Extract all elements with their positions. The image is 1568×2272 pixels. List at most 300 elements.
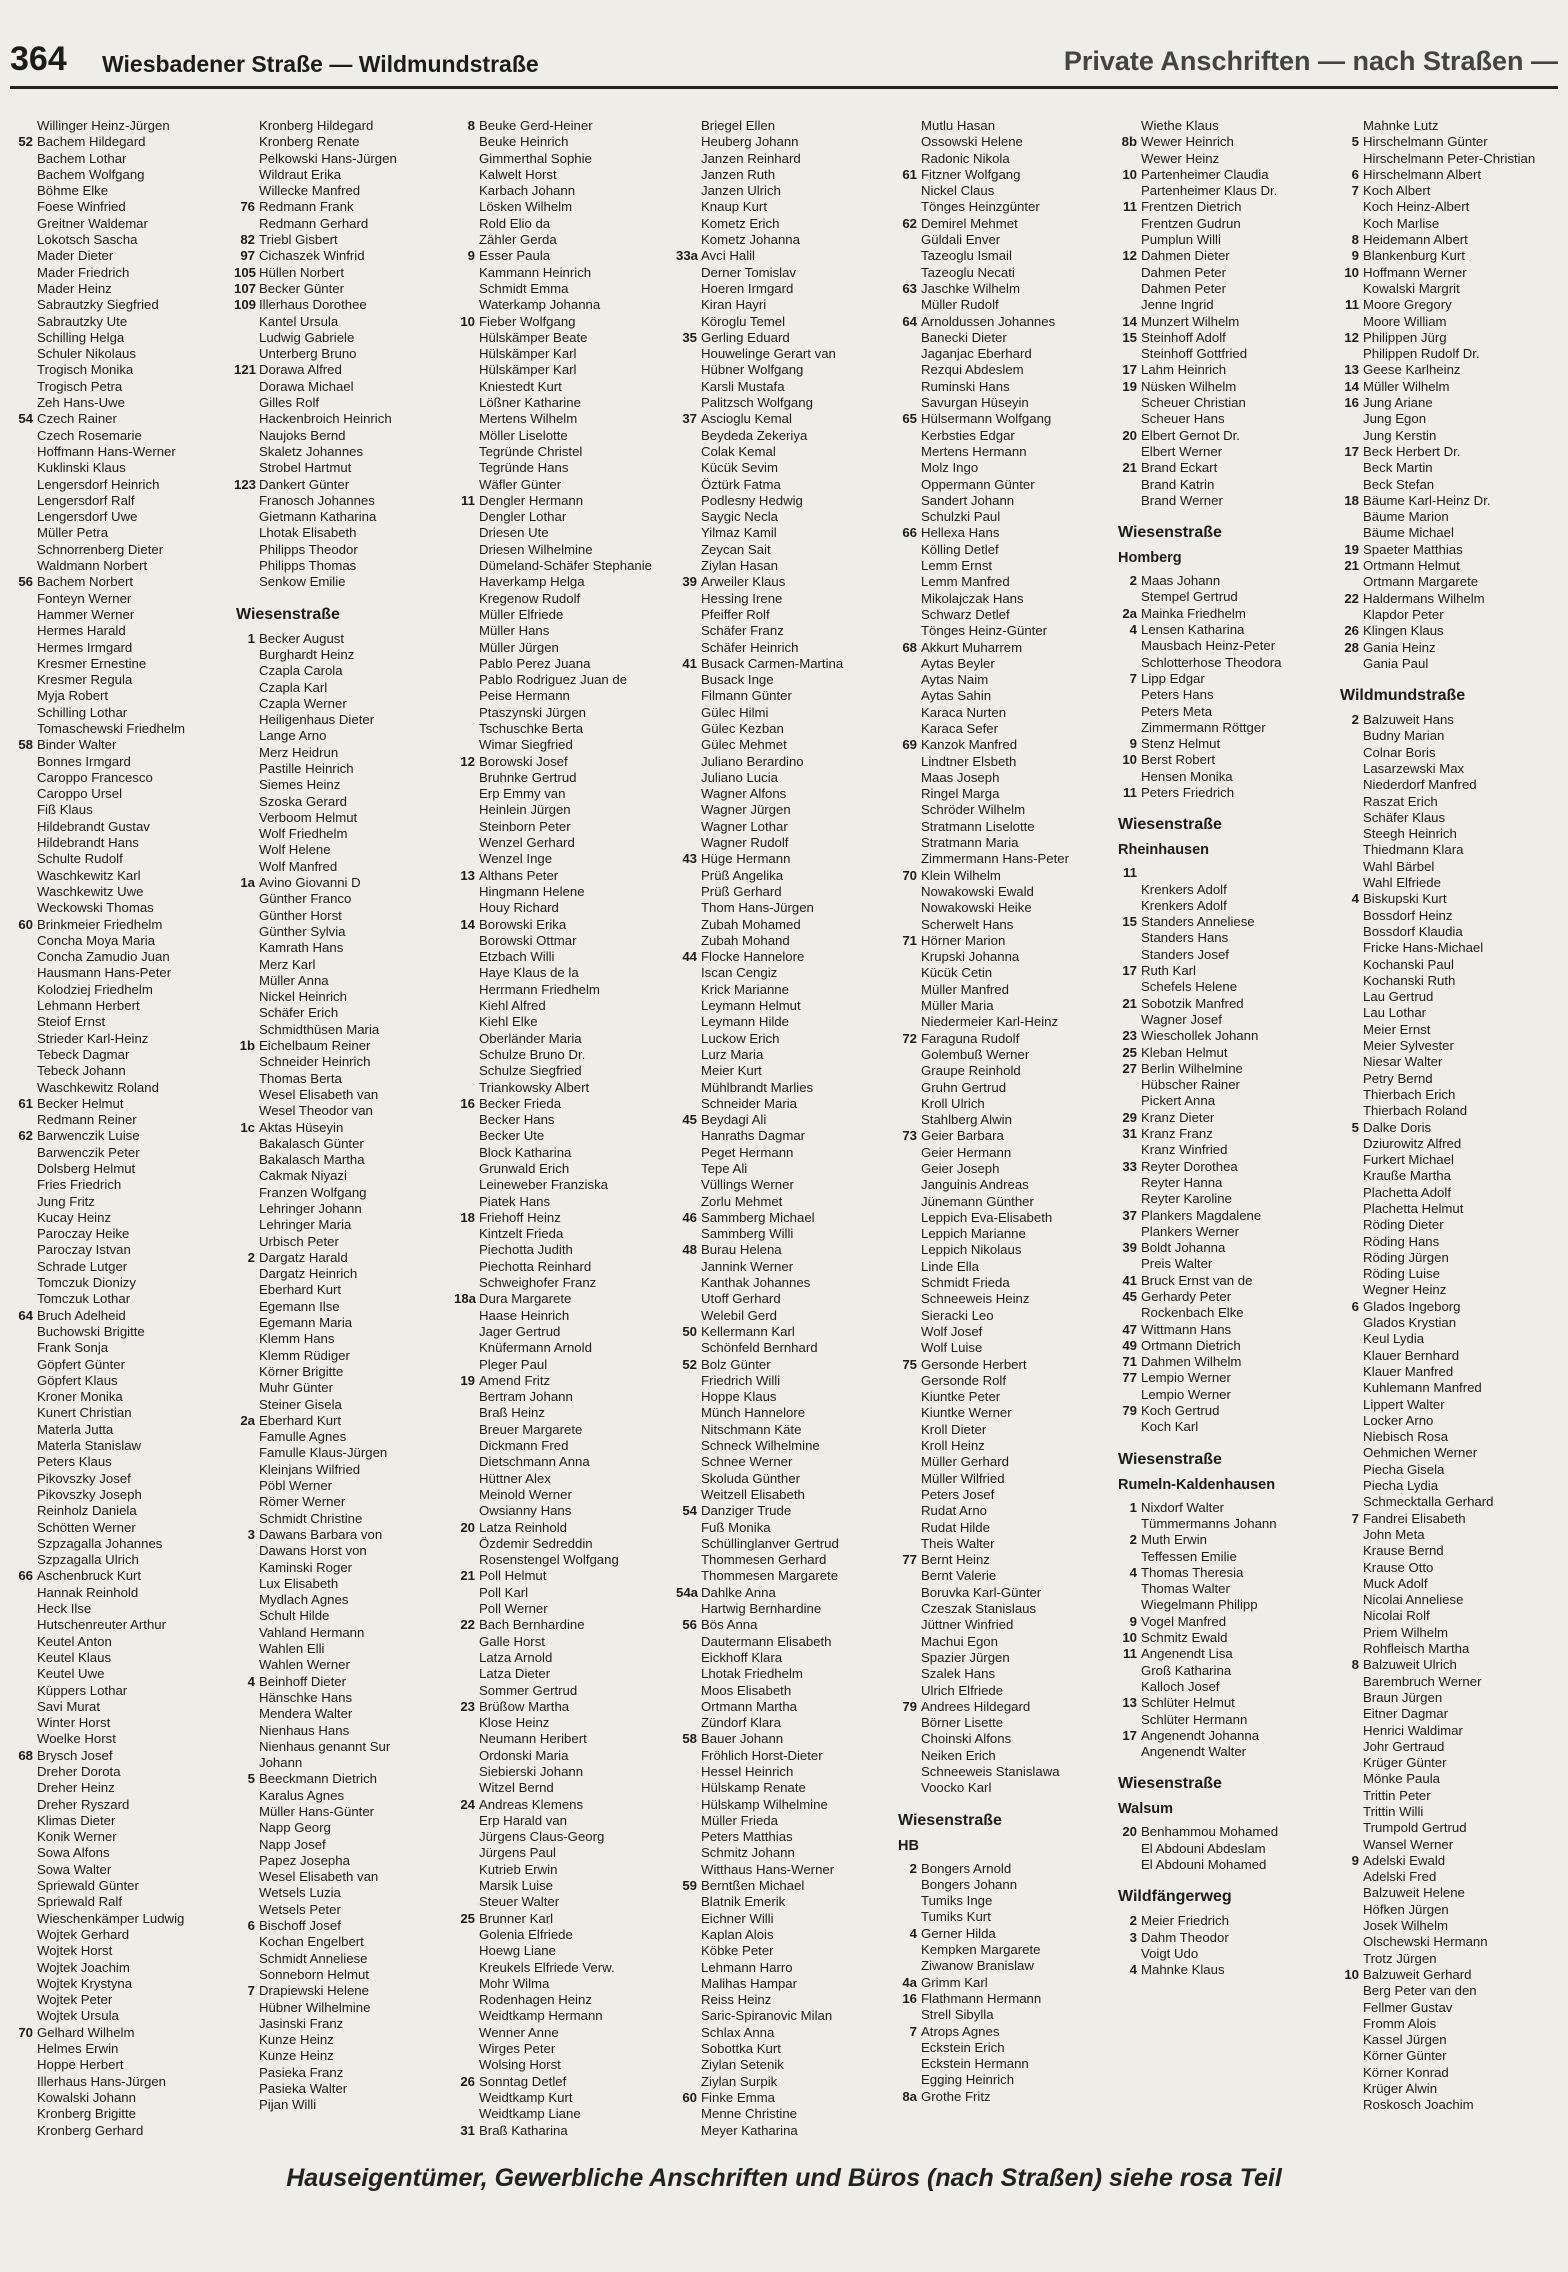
resident-name: Mohr Wilma bbox=[479, 1975, 550, 1991]
resident-name: Partenheimer Claudia bbox=[1141, 166, 1269, 182]
directory-entry bbox=[1116, 898, 1334, 914]
directory-entry bbox=[12, 1536, 230, 1552]
resident-name: Tönges Heinz-Günter bbox=[921, 623, 1048, 639]
resident-name: Kiran Hayri bbox=[701, 297, 767, 313]
resident-name: Thommesen Margarete bbox=[701, 1568, 839, 1584]
directory-entry bbox=[1338, 1674, 1556, 1690]
resident-name: Elbert Gernot Dr. bbox=[1141, 427, 1240, 443]
house-number: 14 bbox=[460, 916, 475, 932]
directory-entry bbox=[234, 1478, 452, 1494]
resident-name: Andreas Klemens bbox=[479, 1796, 584, 1812]
house-number: 26 bbox=[460, 2073, 475, 2089]
directory-entry bbox=[676, 525, 894, 541]
resident-name: Schilling Lothar bbox=[37, 704, 128, 720]
house-number: 59 bbox=[682, 1878, 697, 1894]
directory-entry bbox=[12, 965, 230, 981]
directory-entry bbox=[1116, 362, 1334, 378]
resident-name: Bach Bernhardine bbox=[479, 1617, 585, 1633]
resident-name: Demirel Mehmet bbox=[921, 215, 1018, 231]
directory-entry bbox=[676, 444, 894, 460]
house-number: 7 bbox=[1351, 1510, 1359, 1526]
house-number: 23 bbox=[460, 1698, 475, 1714]
resident-name: Nixdorf Walter bbox=[1141, 1499, 1225, 1515]
resident-name: Lengersdorf Ralf bbox=[37, 492, 135, 508]
directory-entry bbox=[1338, 1820, 1556, 1836]
resident-name: Arnoldussen Johannes bbox=[921, 313, 1056, 329]
directory-entry bbox=[896, 1731, 1114, 1747]
directory-entry bbox=[896, 411, 1114, 427]
resident-name: Boldt Johanna bbox=[1141, 1240, 1226, 1256]
directory-entry bbox=[234, 696, 452, 712]
house-number: 71 bbox=[902, 932, 917, 948]
directory-entry bbox=[234, 1185, 452, 1201]
resident-name: Bongers Arnold bbox=[921, 1860, 1012, 1876]
resident-name: Barwenczik Peter bbox=[37, 1144, 140, 1160]
resident-name: Jaschke Wilhelm bbox=[921, 280, 1020, 296]
directory-entry bbox=[1116, 930, 1334, 946]
directory-entry bbox=[234, 1511, 452, 1527]
directory-entry bbox=[12, 1943, 230, 1959]
directory-entry bbox=[454, 558, 672, 574]
resident-name: Wagner Josef bbox=[1141, 1011, 1222, 1027]
directory-entry bbox=[896, 118, 1114, 134]
house-number: 5 bbox=[247, 1771, 255, 1787]
directory-entry bbox=[1338, 908, 1556, 924]
resident-name: Waschkewitz Uwe bbox=[37, 883, 144, 899]
resident-name: Hammer Werner bbox=[37, 606, 135, 622]
directory-entry bbox=[676, 1389, 894, 1405]
resident-name: Steuer Walter bbox=[479, 1894, 560, 1910]
resident-name: Mader Heinz bbox=[37, 280, 112, 296]
resident-name: Mader Friedrich bbox=[37, 264, 130, 280]
directory-entry bbox=[676, 1014, 894, 1030]
house-number: 3 bbox=[1129, 1929, 1137, 1945]
directory-entry bbox=[1116, 265, 1334, 281]
house-number: 2 bbox=[909, 1860, 917, 1876]
resident-name: Bachem Wolfgang bbox=[37, 166, 145, 182]
directory-entry bbox=[1338, 924, 1556, 940]
resident-name: Nienhaus Hans bbox=[259, 1722, 350, 1738]
directory-entry bbox=[234, 663, 452, 679]
resident-name: Iscan Cengiz bbox=[701, 965, 778, 981]
directory-entry bbox=[896, 1764, 1114, 1780]
house-number: 16 bbox=[902, 1990, 917, 2006]
resident-name: Hirschelmann Günter bbox=[1363, 134, 1488, 150]
resident-name: Kroll Ulrich bbox=[921, 1095, 985, 1111]
house-number: 8 bbox=[467, 118, 475, 133]
resident-name: Frentzen Dietrich bbox=[1141, 199, 1242, 215]
directory-entry bbox=[454, 574, 672, 590]
directory-entry bbox=[896, 1259, 1114, 1275]
resident-name: Dawans Horst von bbox=[259, 1543, 367, 1559]
resident-name: Prüß Gerhard bbox=[701, 883, 782, 899]
directory-entry bbox=[234, 826, 452, 842]
resident-name: Leymann Hilde bbox=[701, 1014, 789, 1030]
house-number: 1 bbox=[1129, 1499, 1137, 1515]
directory-entry bbox=[1338, 1560, 1556, 1576]
resident-name: Saygic Necla bbox=[701, 509, 778, 525]
resident-name: Finke Emma bbox=[701, 2089, 776, 2105]
directory-entry bbox=[454, 525, 672, 541]
directory-entry bbox=[12, 1634, 230, 1650]
directory-entry bbox=[12, 1927, 230, 1943]
resident-name: Sonntag Detlef bbox=[479, 2073, 567, 2089]
resident-name: Latza Reinhold bbox=[479, 1519, 567, 1535]
resident-name: Jürgens Paul bbox=[479, 1845, 556, 1861]
directory-entry bbox=[12, 395, 230, 411]
directory-entry bbox=[896, 998, 1114, 1014]
resident-name: Sandert Johann bbox=[921, 492, 1015, 508]
resident-name: Thomas Walter bbox=[1141, 1581, 1230, 1597]
directory-entry bbox=[234, 680, 452, 696]
house-number: 109 bbox=[234, 297, 257, 313]
house-number: 72 bbox=[902, 1030, 917, 1046]
resident-name: Dietschmann Anna bbox=[479, 1454, 590, 1470]
resident-name: Keutel Klaus bbox=[37, 1649, 112, 1665]
resident-name: Lößner Katharine bbox=[479, 395, 581, 411]
resident-name: Krenkers Adolf bbox=[1141, 897, 1227, 913]
directory-entry bbox=[896, 509, 1114, 525]
directory-entry bbox=[12, 1047, 230, 1063]
resident-name: Jürgens Claus-Georg bbox=[479, 1829, 605, 1845]
directory-entry bbox=[1338, 542, 1556, 558]
resident-name: Kutrieb Erwin bbox=[479, 1861, 558, 1877]
directory-entry bbox=[1338, 265, 1556, 281]
directory-entry bbox=[234, 989, 452, 1005]
house-number: 11 bbox=[461, 492, 475, 508]
resident-name: Colnar Boris bbox=[1363, 744, 1436, 760]
resident-name: Knaup Kurt bbox=[701, 199, 767, 215]
house-number: 10 bbox=[1122, 1630, 1137, 1646]
resident-name: Pijan Willi bbox=[259, 2097, 317, 2113]
page-number: 364 bbox=[10, 40, 67, 78]
house-number: 9 bbox=[1129, 1613, 1137, 1629]
directory-entry bbox=[454, 1911, 672, 1927]
resident-name: Dickmann Fred bbox=[479, 1438, 569, 1454]
directory-entry bbox=[234, 1331, 452, 1347]
directory-entry bbox=[454, 1845, 672, 1861]
house-number: 6 bbox=[247, 1918, 255, 1934]
resident-name: Günther Franco bbox=[259, 891, 352, 907]
directory-entry bbox=[12, 216, 230, 232]
house-number: 41 bbox=[1122, 1272, 1137, 1288]
resident-name: Balzuweit Helene bbox=[1363, 1885, 1465, 1901]
resident-name: Bäume Karl-Heinz Dr. bbox=[1363, 492, 1491, 508]
directory-entry bbox=[1116, 1322, 1334, 1338]
directory-entry bbox=[896, 640, 1114, 656]
resident-name: Scherwelt Hans bbox=[921, 916, 1014, 932]
resident-name: Derner Tomislav bbox=[701, 264, 797, 280]
directory-entry bbox=[1116, 963, 1334, 979]
resident-name: Hoewg Liane bbox=[479, 1943, 556, 1959]
directory-entry bbox=[12, 835, 230, 851]
resident-name: Koch Karl bbox=[1141, 1419, 1199, 1435]
directory-entry bbox=[1116, 281, 1334, 297]
directory-column-4 bbox=[676, 118, 894, 2139]
resident-name: Flathmann Hermann bbox=[921, 1990, 1042, 2006]
resident-name: Kroll Dieter bbox=[921, 1421, 987, 1437]
house-number: 18 bbox=[1344, 492, 1359, 508]
resident-name: Leymann Helmut bbox=[701, 998, 801, 1014]
resident-name: Leppich Nikolaus bbox=[921, 1242, 1022, 1258]
directory-entry bbox=[234, 2048, 452, 2064]
directory-entry bbox=[676, 2025, 894, 2041]
directory-entry bbox=[1338, 134, 1556, 150]
resident-name: Rohfleisch Martha bbox=[1363, 1641, 1470, 1657]
directory-entry bbox=[1338, 1494, 1556, 1510]
directory-entry bbox=[12, 1520, 230, 1536]
resident-name: Sonneborn Helmut bbox=[259, 1966, 369, 1982]
resident-name: Paroczay Istvan bbox=[37, 1242, 131, 1258]
resident-name: Ascioglu Kemal bbox=[701, 411, 792, 427]
resident-name: Stenz Helmut bbox=[1141, 736, 1221, 752]
directory-entry bbox=[1116, 655, 1334, 671]
resident-name: Ruminski Hans bbox=[921, 378, 1010, 394]
house-number: 61 bbox=[902, 166, 917, 182]
directory-entry bbox=[676, 395, 894, 411]
house-number: 4 bbox=[1129, 622, 1137, 638]
directory-entry bbox=[1338, 1462, 1556, 1478]
house-number: 44 bbox=[682, 949, 697, 965]
resident-name: Schnee Werner bbox=[701, 1454, 793, 1470]
resident-name: Nowakowski Ewald bbox=[921, 883, 1034, 899]
house-number: 25 bbox=[460, 1910, 475, 1926]
directory-entry bbox=[1338, 1527, 1556, 1543]
resident-name: Jung Ariane bbox=[1363, 395, 1433, 411]
house-number: 5 bbox=[1351, 134, 1359, 150]
directory-entry bbox=[896, 1112, 1114, 1128]
directory-entry bbox=[12, 1389, 230, 1405]
directory-entry bbox=[12, 1177, 230, 1193]
resident-name: Vahland Hermann bbox=[259, 1624, 365, 1640]
directory-entry bbox=[12, 1112, 230, 1128]
directory-entry bbox=[234, 1657, 452, 1673]
directory-entry bbox=[454, 2090, 672, 2106]
directory-entry bbox=[1116, 1403, 1334, 1419]
resident-name: Mertens Hermann bbox=[921, 443, 1027, 459]
resident-name: Lehmann Herbert bbox=[37, 998, 140, 1014]
directory-entry bbox=[454, 1927, 672, 1943]
resident-name: Egemann Maria bbox=[259, 1315, 353, 1331]
directory-entry bbox=[1338, 395, 1556, 411]
resident-name: Kronberg Brigitte bbox=[37, 2106, 136, 2122]
resident-name: Dziurowitz Alfred bbox=[1363, 1135, 1462, 1151]
directory-entry bbox=[676, 509, 894, 525]
resident-name: Berg Peter van den bbox=[1363, 1983, 1477, 1999]
directory-entry bbox=[896, 1893, 1114, 1909]
directory-entry bbox=[1338, 216, 1556, 232]
directory-entry bbox=[1116, 1240, 1334, 1256]
directory-entry bbox=[896, 216, 1114, 232]
resident-name: Paroczay Heike bbox=[37, 1226, 130, 1242]
directory-entry bbox=[1338, 875, 1556, 891]
house-number: 19 bbox=[460, 1372, 475, 1388]
resident-name: Angenendt Johanna bbox=[1141, 1727, 1260, 1743]
resident-name: Podlesny Hedwig bbox=[701, 492, 803, 508]
directory-entry bbox=[234, 574, 452, 590]
house-number: 62 bbox=[18, 1128, 33, 1144]
resident-name: Beuke Heinrich bbox=[479, 134, 569, 150]
resident-name: Partenheimer Klaus Dr. bbox=[1141, 183, 1278, 199]
directory-entry bbox=[12, 2025, 230, 2041]
resident-name: Blankenburg Kurt bbox=[1363, 248, 1465, 264]
directory-entry bbox=[1116, 752, 1334, 768]
resident-name: Caroppo Francesco bbox=[37, 769, 153, 785]
directory-entry bbox=[896, 2007, 1114, 2023]
directory-entry bbox=[12, 477, 230, 493]
resident-name: Müller Elfriede bbox=[479, 606, 564, 622]
resident-name: Becker Frieda bbox=[479, 1095, 562, 1111]
resident-name: Moos Elisabeth bbox=[701, 1682, 792, 1698]
resident-name: Piatek Hans bbox=[479, 1193, 551, 1209]
directory-entry bbox=[454, 1568, 672, 1584]
directory-entry bbox=[234, 1071, 452, 1087]
directory-entry bbox=[1338, 810, 1556, 826]
directory-entry bbox=[676, 754, 894, 770]
directory-entry bbox=[234, 2065, 452, 2081]
directory-entry bbox=[234, 330, 452, 346]
directory-entry bbox=[676, 232, 894, 248]
directory-entry bbox=[1338, 640, 1556, 656]
resident-name: Özdemir Sedreddin bbox=[479, 1535, 593, 1551]
directory-entry bbox=[1338, 859, 1556, 875]
directory-entry bbox=[12, 199, 230, 215]
directory-entry bbox=[1116, 411, 1334, 427]
directory-entry bbox=[1338, 1967, 1556, 1983]
resident-name: Faraguna Rudolf bbox=[921, 1030, 1020, 1046]
resident-name: Zimmermann Hans-Peter bbox=[921, 851, 1070, 867]
resident-name: Schmidt Frieda bbox=[921, 1275, 1010, 1291]
resident-name: Kaplan Alois bbox=[701, 1926, 774, 1942]
directory-entry bbox=[1338, 2032, 1556, 2048]
resident-name: Trotz Jürgen bbox=[1363, 1950, 1437, 1966]
directory-entry bbox=[454, 1552, 672, 1568]
directory-entry bbox=[1116, 1962, 1334, 1978]
house-number: 19 bbox=[1122, 378, 1137, 394]
directory-entry bbox=[676, 1943, 894, 1959]
directory-entry bbox=[454, 1666, 672, 1682]
directory-entry bbox=[454, 884, 672, 900]
resident-name: Block Katharina bbox=[479, 1144, 572, 1160]
resident-name: Hildebrandt Gustav bbox=[37, 818, 150, 834]
resident-name: Brüßow Martha bbox=[479, 1698, 570, 1714]
directory-entry bbox=[12, 868, 230, 884]
directory-entry bbox=[234, 1625, 452, 1641]
resident-name: Cakmak Niyazi bbox=[259, 1168, 347, 1184]
resident-name: Röding Hans bbox=[1363, 1233, 1440, 1249]
directory-entry bbox=[454, 1177, 672, 1193]
house-number: 105 bbox=[234, 264, 257, 280]
directory-entry bbox=[1338, 1543, 1556, 1559]
resident-name: Choinski Alfons bbox=[921, 1731, 1012, 1747]
directory-entry bbox=[676, 998, 894, 1014]
directory-entry bbox=[1116, 979, 1334, 995]
resident-name: Kalwelt Horst bbox=[479, 166, 557, 182]
resident-name: Moore Gregory bbox=[1363, 297, 1452, 313]
resident-name: Concha Moya Maria bbox=[37, 932, 156, 948]
house-number: 58 bbox=[18, 737, 33, 753]
resident-name: Dümeland-Schäfer Stephanie bbox=[479, 558, 653, 574]
directory-column-7 bbox=[1338, 118, 1556, 2114]
resident-name: Witthaus Hans-Werner bbox=[701, 1861, 835, 1877]
house-number: 10 bbox=[460, 313, 475, 329]
directory-entry bbox=[676, 835, 894, 851]
directory-entry bbox=[676, 1617, 894, 1633]
resident-name: Hartwig Bernhardine bbox=[701, 1601, 822, 1617]
house-number: 15 bbox=[1122, 329, 1137, 345]
resident-name: Bongers Johann bbox=[921, 1876, 1018, 1892]
resident-name: Haye Klaus de la bbox=[479, 965, 579, 981]
directory-entry bbox=[12, 656, 230, 672]
directory-entry bbox=[234, 493, 452, 509]
directory-entry bbox=[12, 640, 230, 656]
directory-entry bbox=[1116, 736, 1334, 752]
resident-name: Schneider Maria bbox=[701, 1095, 798, 1111]
directory-entry bbox=[1338, 1250, 1556, 1266]
directory-entry bbox=[454, 640, 672, 656]
resident-name: Schulze Bruno Dr. bbox=[479, 1046, 586, 1062]
directory-entry bbox=[234, 810, 452, 826]
directory-entry bbox=[896, 297, 1114, 313]
resident-name: Grunwald Erich bbox=[479, 1161, 570, 1176]
directory-entry bbox=[896, 232, 1114, 248]
directory-entry bbox=[1116, 1930, 1334, 1946]
directory-entry bbox=[1338, 2081, 1556, 2097]
resident-name: Pöbl Werner bbox=[259, 1478, 333, 1494]
house-number: 52 bbox=[18, 134, 33, 150]
directory-entry bbox=[12, 1797, 230, 1813]
directory-entry bbox=[234, 134, 452, 150]
directory-entry bbox=[896, 379, 1114, 395]
resident-name: Pastille Heinrich bbox=[259, 760, 354, 776]
resident-name: Kleinjans Wilfried bbox=[259, 1461, 361, 1477]
resident-name: Eberhard Kurt bbox=[259, 1282, 342, 1298]
resident-name: Lokotsch Sascha bbox=[37, 232, 138, 248]
resident-name: Latza Arnold bbox=[479, 1649, 553, 1665]
directory-entry bbox=[454, 1601, 672, 1617]
directory-entry bbox=[454, 2025, 672, 2041]
resident-name: Blatnik Emerik bbox=[701, 1894, 786, 1910]
resident-name: Müller Frieda bbox=[701, 1812, 778, 1828]
directory-column-1 bbox=[12, 118, 230, 2139]
house-number: 18a bbox=[454, 1291, 477, 1307]
directory-entry bbox=[896, 591, 1114, 607]
district-heading: Rumeln-Kaldenhausen bbox=[1118, 1476, 1276, 1493]
directory-entry bbox=[234, 1690, 452, 1706]
directory-entry bbox=[1338, 777, 1556, 793]
street-heading: Wiesenstraße bbox=[1118, 524, 1222, 542]
directory-entry bbox=[1116, 1338, 1334, 1354]
resident-name: Althans Peter bbox=[479, 867, 559, 883]
directory-entry bbox=[1338, 1185, 1556, 1201]
directory-entry bbox=[896, 754, 1114, 770]
resident-name: Akkurt Muharrem bbox=[921, 639, 1023, 655]
resident-name: Hildebrandt Hans bbox=[37, 835, 139, 851]
page-header bbox=[10, 40, 1558, 89]
resident-name: Schneeweis Stanislawa bbox=[921, 1763, 1060, 1779]
house-number: 54 bbox=[682, 1503, 697, 1519]
resident-name: Tepe Ali bbox=[701, 1161, 748, 1176]
directory-entry bbox=[1116, 1208, 1334, 1224]
resident-name: Priem Wilhelm bbox=[1363, 1624, 1448, 1640]
directory-entry bbox=[12, 444, 230, 460]
resident-name: Czapla Carola bbox=[259, 663, 343, 679]
resident-name: Kanthak Johannes bbox=[701, 1275, 811, 1291]
directory-entry bbox=[234, 1120, 452, 1136]
resident-name: Nickel Heinrich bbox=[259, 989, 347, 1005]
directory-entry bbox=[676, 917, 894, 933]
directory-entry bbox=[454, 721, 672, 737]
